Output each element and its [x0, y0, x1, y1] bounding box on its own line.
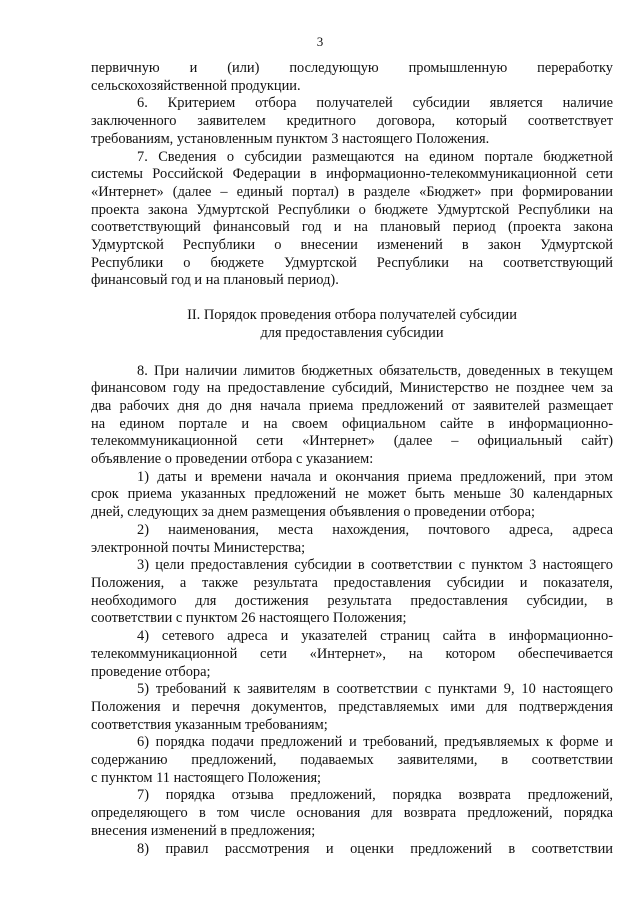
continuation-line: сельскохозяйственной продукции.: [91, 77, 301, 94]
paragraph-7-line: Республики о бюджете Удмуртской Республики на соответствующий: [91, 254, 613, 271]
section-heading: II. Порядок проведения отбора получателей субсидии: [187, 307, 517, 324]
list-item-line: электронной почты Министерства;: [91, 539, 306, 556]
paragraph-8-line: 8. При наличии лимитов бюджетных обязательств, доведенных в текущем: [137, 362, 613, 379]
list-item-line: 7) порядка отзыва предложений, порядка возврата предложений,: [137, 787, 613, 804]
list-item-line: с пунктом 11 настоящего Положения;: [91, 769, 322, 786]
list-item-line: соответствии с пунктом 26 настоящего Положения;: [91, 610, 407, 627]
list-item-line: 2) наименования, места нахождения, почтового адреса, адреса: [137, 521, 613, 538]
list-item-line: определяющего в том числе основания для возврата предложений, порядка: [91, 805, 613, 822]
paragraph-6-line: 6. Критерием отбора получателей субсидии является наличие: [137, 95, 613, 112]
list-item-line: 8) правил рассмотрения и оценки предложений в соответствии: [137, 840, 613, 857]
list-item-line: Положения, а также результата предоставления субсидии и показателя,: [91, 574, 613, 591]
list-item-line: внесения изменений в предложения;: [91, 822, 316, 839]
paragraph-7-line: соответствующий финансовый год и на плановый период (проекта закона: [91, 219, 613, 236]
list-item-line: телекоммуникационной сети «Интернет», на котором обеспечивается: [91, 645, 613, 662]
continuation-line: первичную и (или) последующую промышленную переработку: [91, 60, 613, 76]
list-item-line: дней, следующих за днем размещения объявления о проведении отбора;: [91, 504, 535, 521]
paragraph-8-line: на едином портале и на своем официальном сайте в информационно-: [91, 415, 613, 432]
list-item-line: 3) цели предоставления субсидии в соответствии с пунктом 3 настоящего: [137, 557, 613, 574]
paragraph-7-line: 7. Сведения о субсидии размещаются на едином портале бюджетной: [137, 148, 613, 165]
list-item-line: необходимого для достижения результата предоставления субсидии, в: [91, 592, 613, 609]
list-item-line: Положения и перечня документов, представляемых ими для подтверждения: [91, 698, 613, 715]
list-item-line: 6) порядка подачи предложений и требований, предъявляемых к форме и: [137, 734, 613, 751]
list-item-line: 4) сетевого адреса и указателей страниц сайта в информационно-: [137, 628, 613, 645]
paragraph-7-line: финансовый год и на плановый период).: [91, 272, 339, 289]
list-item-line: содержанию предложений, подаваемых заявителями, в соответствии: [91, 752, 613, 769]
paragraph-7-line: проекта закона Удмуртской Республики о бюджете Удмуртской Республики на: [91, 201, 613, 218]
page-number: 3: [316, 34, 324, 49]
paragraph-6-line: требованиям, установленным пунктом 3 настоящего Положения.: [91, 130, 490, 147]
list-item-line: соответствия указанным требованиям;: [91, 716, 328, 733]
paragraph-7-line: «Интернет» (далее – единый портал) в разделе «Бюджет» при формировании: [91, 183, 613, 200]
section-heading: для предоставления субсидии: [260, 324, 444, 341]
list-item-line: срок приема указанных предложений не может быть меньше 30 календарных: [91, 486, 613, 503]
paragraph-7-line: Удмуртской Республики о внесении изменений в закон Удмуртской: [91, 237, 613, 254]
paragraph-8-line: финансовом году на предоставление субсидий, Министерство не позднее чем за: [91, 380, 613, 397]
paragraph-6-line: заключенного заявителем кредитного договора, который соответствует: [91, 113, 613, 130]
paragraph-8-line: телекоммуникационной сети «Интернет» (далее – официальный сайт): [91, 433, 613, 450]
list-item-line: 5) требований к заявителям в соответствии с пунктами 9, 10 настоящего: [137, 681, 613, 698]
list-item-line: 1) даты и времени начала и окончания приема предложений, при этом: [137, 468, 613, 485]
paragraph-7-line: системы Российской Федерации в информационно-телекоммуникационной сети: [91, 166, 613, 183]
document-body: [91, 60, 613, 858]
paragraph-8-line: два рабочих дня до дня начала приема предложений от заявителей размещает: [91, 397, 613, 414]
paragraph-8-line: объявление о проведении отбора с указанием:: [91, 451, 374, 468]
list-item-line: проведение отбора;: [91, 663, 211, 680]
